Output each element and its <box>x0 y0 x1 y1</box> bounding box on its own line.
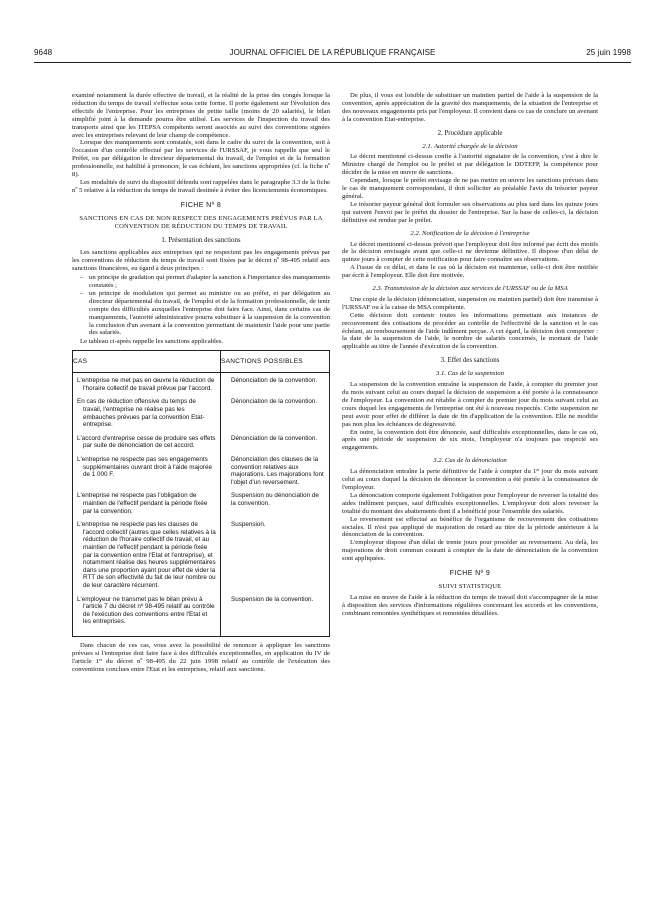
journal-title: JOURNAL OFFICIEL DE LA RÉPUBLIQUE FRANÇAISE <box>229 48 436 57</box>
paragraph: De plus, il vous est loisible de substituer un maintien partiel de l'aide à la suspension de la convention, après appréciation de la gravité des manquements, de la situation de l'entreprise et des nouveaux engagements pris par l'employeur. Il convient dans ce cas de conclure un avenant à la convention Etat-entreprise. <box>342 92 598 123</box>
table-cell-sanction: Dénonciation de la convention. <box>221 373 330 395</box>
table-cell-cas: L'employeur ne transmet pas le bilan prévu à l'article 7 du décret nº 98-495 relatif au contrôle de l'exécution des conventions entre l'Etat et les entreprises. <box>77 595 215 626</box>
table-cell-sanction: Dénonciation des clauses de la convention relatives aux majorations. Les majorations font l'objet d'un reversement. <box>221 452 330 488</box>
fiche-8-heading: FICHE Nº 8 <box>180 201 222 209</box>
table-cell-sanction: Dénonciation de la convention. <box>221 431 330 452</box>
paragraph: Le décret mentionné ci-dessus confie à l'autorité signataire de la convention, c'est à dire le Ministre chargé de l'emploi ou le préfet et par délégation le DDTEFP, la compétence pour décider de la mise en œuvre de sanctions. <box>342 153 598 177</box>
page-number: 9648 <box>34 48 53 57</box>
table-cell-cas: L'entreprise ne met pas en œuvre la réduction de l'horaire collectif de travail prévue par l'accord. <box>77 377 215 392</box>
table-cell-sanction: Suspension de la convention. <box>221 592 330 637</box>
table-row <box>73 452 330 488</box>
table-header-cas: CAS <box>73 351 221 373</box>
subsection-heading: 2.2. Notification de la décision à l'entreprise <box>410 229 530 237</box>
sanctions-table <box>72 350 330 637</box>
paragraph: Le décret mentionné ci-dessus prévoit que l'employeur doit être informé par écrit des motifs de la décision envisagée avant que celle-ci ne devienne définitive. Il dispose d'un délai de quinze jours à compter de cette notification pour faire connaître ses observations. <box>342 240 598 264</box>
principles-list <box>80 274 330 337</box>
subsection-heading: 3.2. Cas de la dénonciation <box>433 457 507 465</box>
right-column <box>342 92 598 618</box>
fiche-9-heading: FICHE Nº 9 <box>449 570 491 578</box>
table-cell-sanction: Suspension ou dénonciation de la convention. <box>221 488 330 517</box>
paragraph: Les sanctions applicables aux entreprises qui ne respectent pas les engagements prévus par les conventions de réduction du temps de travail sont fixées par le décret nº 98-495 relatif aux sanctions financières, eu égard à deux principes : <box>72 249 330 273</box>
header-rule <box>34 62 631 63</box>
paragraph: La dénonciation entraîne la perte définitive de l'aide à compter du 1ᵉʳ jour du mois suivant celui au cours duquel la décision de dénoncer la convention a été portée à la connaissance de l'employeur. <box>342 468 598 491</box>
table-cell-cas: En cas de réduction offensive du temps de travail, l'entreprise ne réalise pas les embauches prévues par la convention Etat-entreprise. <box>77 398 205 429</box>
table-row <box>73 431 330 452</box>
table-cell-cas: L'entreprise ne respecte pas l'obligation de maintien de l'effectif pendant la période fixée par la convention. <box>77 492 208 515</box>
section-heading: 1. Présentation des sanctions <box>161 236 241 244</box>
table-cell-sanction: Suspension. <box>221 517 330 591</box>
paragraph: Cependant, lorsque le préfet envisage de ne pas mettre en œuvre les sanctions prévues dans le cas de manquement correspondant, il doit solliciter au préalable l'avis du trésorier payeur général. <box>342 177 598 200</box>
table-cell-cas: L'entreprise ne respecte pas les clauses de l'accord collectif (autres que celles relatives à la réduction de l'horaire collectif de travail, et au maintien de l'effectif pendant la période fixée par la convention entre l'Etat et l'entreprise), et notamment réalise des heures supplémentaires dans une proportion ayant pour effet de vider la RTT de son effectivité du fait de leur nombre ou de leur caractère récurrent. <box>77 521 216 589</box>
paragraph: Lorsque des manquements sont constatés, soit dans le cadre du suivi de la convention, soit à l'occasion d'un contrôle effectué par les services de l'URSSAF, je vous rappelle que seul le Préfet, ou par délégation le directeur départemental du travail, de l'emploi et de la formation professionnelle, est habilité à prononcer, le cas échéant, les sanctions appropriées (cf. la fiche nº 8). <box>72 139 330 179</box>
paragraph: En outre, la convention doit être dénoncée, sauf difficultés exceptionnelles, dans le cas où, après une période de suspension de six mois, l'employeur n'a toujours pas respecté ses engagements. <box>342 428 598 452</box>
left-column <box>72 92 330 674</box>
subsection-heading: 2.3. Transmission de la décision aux services de l'URSSAF ou de la MSA <box>372 285 568 293</box>
table-row <box>73 592 330 637</box>
paragraph: Les modalités de suivi du dispositif défendu sont rappelées dans le paragraphe 3.3 de la fiche nº 5 relative à la réduction du temps de travail destinée à éviter des licenciements économiques. <box>72 178 330 194</box>
paragraph: examiné notamment la durée effective de travail, et la réalité de la prise des congés lorsque la réduction du temps de travail s'effectue sous cette forme. Il porte également sur l'évolution des effectifs de l'entreprise. Pour les entreprises de petite taille (moins de 20 salariés), le bilan simplifié joint à la demande pourra être utilisé. Les services de l'inspection du travail des transports ainsi que les ITEPSA compétents seront associés au suivi des conventions signées avec les entreprises relevant de leur champ de compétence. <box>72 92 330 139</box>
fiche-8-title: SANCTIONS EN CAS DE NON RESPECT DES ENGAGEMENTS PRÉVUS PAR LA CONVENTION DE RÉDUCTION DU TEMPS DE TRAVAIL <box>79 214 323 230</box>
table-row <box>73 373 330 395</box>
section-heading: 3. Effet des sanctions <box>440 357 500 365</box>
fiche-9-title: SUIVI STATISTIQUE <box>438 582 502 590</box>
page-header <box>34 48 631 62</box>
table-row <box>73 488 330 517</box>
paragraph: Le reversement est effectué au bénéfice de l'organisme de recouvrement des cotisations sociales. Il n'est pas appliqué de majoration de retard au titre de la période antérieure à la dénonciation de la convention. <box>342 515 598 539</box>
table-row <box>73 517 330 591</box>
table-cell-sanction: Dénonciation de la convention. <box>221 394 330 430</box>
list-item: – un principe de modulation qui permet au ministre ou au préfet, et par délégation au directeur départemental du travail, de l'emploi et de la formation professionnelle, de tenir compte des difficultés auxquelles l'entreprise doit faire face. Ainsi, dans certains cas de manquements, l'autorité administrative pourra substituer à la suspension de la convention la conclusion d'un avenant à la convention permettant de maintenir l'aide pour une partie des salariés. <box>80 290 330 337</box>
paragraph: La mise en œuvre de l'aide à la réduction du temps de travail doit s'accompagner de la mise à disposition des services d'informations régulières concernant les accords et les conventions, combinant remontées synthétiques et remontées détaillées. <box>342 593 598 617</box>
paragraph: Dans chacun de ces cas, vous avez la possibilité de renoncer à appliquer les sanctions prévues si l'entreprise doit faire face à des difficultés exceptionnelles, en application du IV de l'article 1ᵉʳ du décret nº 98-495 du 22 juin 1998 relatif au contrôle de l'exécution des conventions conclues entre l'Etat et les entreprises, relatif aux sanctions. <box>72 641 330 673</box>
list-item: – un principe de gradation qui permet d'adapter la sanction à l'importance des manquements constatés ; <box>80 274 330 290</box>
table-cell-cas: L'accord d'entreprise cesse de produire ses effets par suite de dénonciation de cet accord. <box>77 434 216 450</box>
subsection-heading: 2.1. Autorité chargée de la décision <box>422 142 518 150</box>
paragraph: La dénonciation comporte également l'obligation pour l'employeur de reverser la totalité des aides indûment perçues, sauf difficultés exceptionnelles. L'employeur doit alors reverser la totalité du montant des abattements dont il a bénéficié pour l'ensemble des salariés. <box>342 491 598 515</box>
publication-date: 25 juin 1998 <box>586 48 631 57</box>
subsection-heading: 3.1. Cas de la suspension <box>436 370 504 378</box>
paragraph: Cette décision doit contenir toutes les informations permettant aux instances de recouvrement des cotisations de procéder au contrôle de l'effectivité de la sanction et le cas échéant, au remboursement de l'aide indûment perçue. A cet égard, la décision doit comporter : la date de la suspension de l'aide, le nombre de salariés concernés, le montant de l'aide applicable au titre de l'année d'exécution de la convention. <box>342 311 598 351</box>
table-cell-cas: L'entreprise ne respecte pas ses engagements supplémentaires ouvrant droit à l'aide majorée de 1 000 F. <box>77 456 212 479</box>
paragraph: Une copie de la décision (dénonciation, suspension ou maintien partiel) doit être transmise à l'URSSAF ou à la caisse de MSA compétente. <box>342 295 598 311</box>
paragraph: Le trésorier payeur général doit formuler ses observations au plus tard dans les quinze jours qui suivent l'envoi par le préfet du dossier de l'entreprise. Sur la base de celles-ci, la décision définitive est rendue par le préfet. <box>342 200 598 224</box>
paragraph: L'employeur dispose d'un délai de trente jours pour procéder au reversement. Au delà, les majorations de droit commun courant à compter de la date de dénonciation de la convention sont appliquées. <box>342 539 598 563</box>
paragraph: A l'issue de ce délai, et dans le cas où la décision est maintenue, celle-ci doit être notifiée par écrit à l'employeur. Elle doit être motivée. <box>342 264 598 280</box>
section-heading: 2. Procédure applicable <box>437 129 503 137</box>
table-row <box>73 394 330 430</box>
table-header-sanctions: SANCTIONS POSSIBLES <box>221 351 330 373</box>
paragraph: La suspension de la convention entraîne la suspension de l'aide, à compter du premier jour du mois suivant celui au cours duquel la décision de suspension a été portée à la connaissance de l'employeur. La convention est rétablie à compter du premier jour du mois suivant celui au cours duquel les engagements de l'entreprise ont été à nouveau respectés. Cette suspension ne peut avoir pour effet de différer la date de fin d'application de la convention. Elle ne modifie pas non plus les échéances de dégressivité. <box>342 381 598 428</box>
paragraph: Le tableau ci-après rappelle les sanctions applicables. <box>80 338 224 346</box>
